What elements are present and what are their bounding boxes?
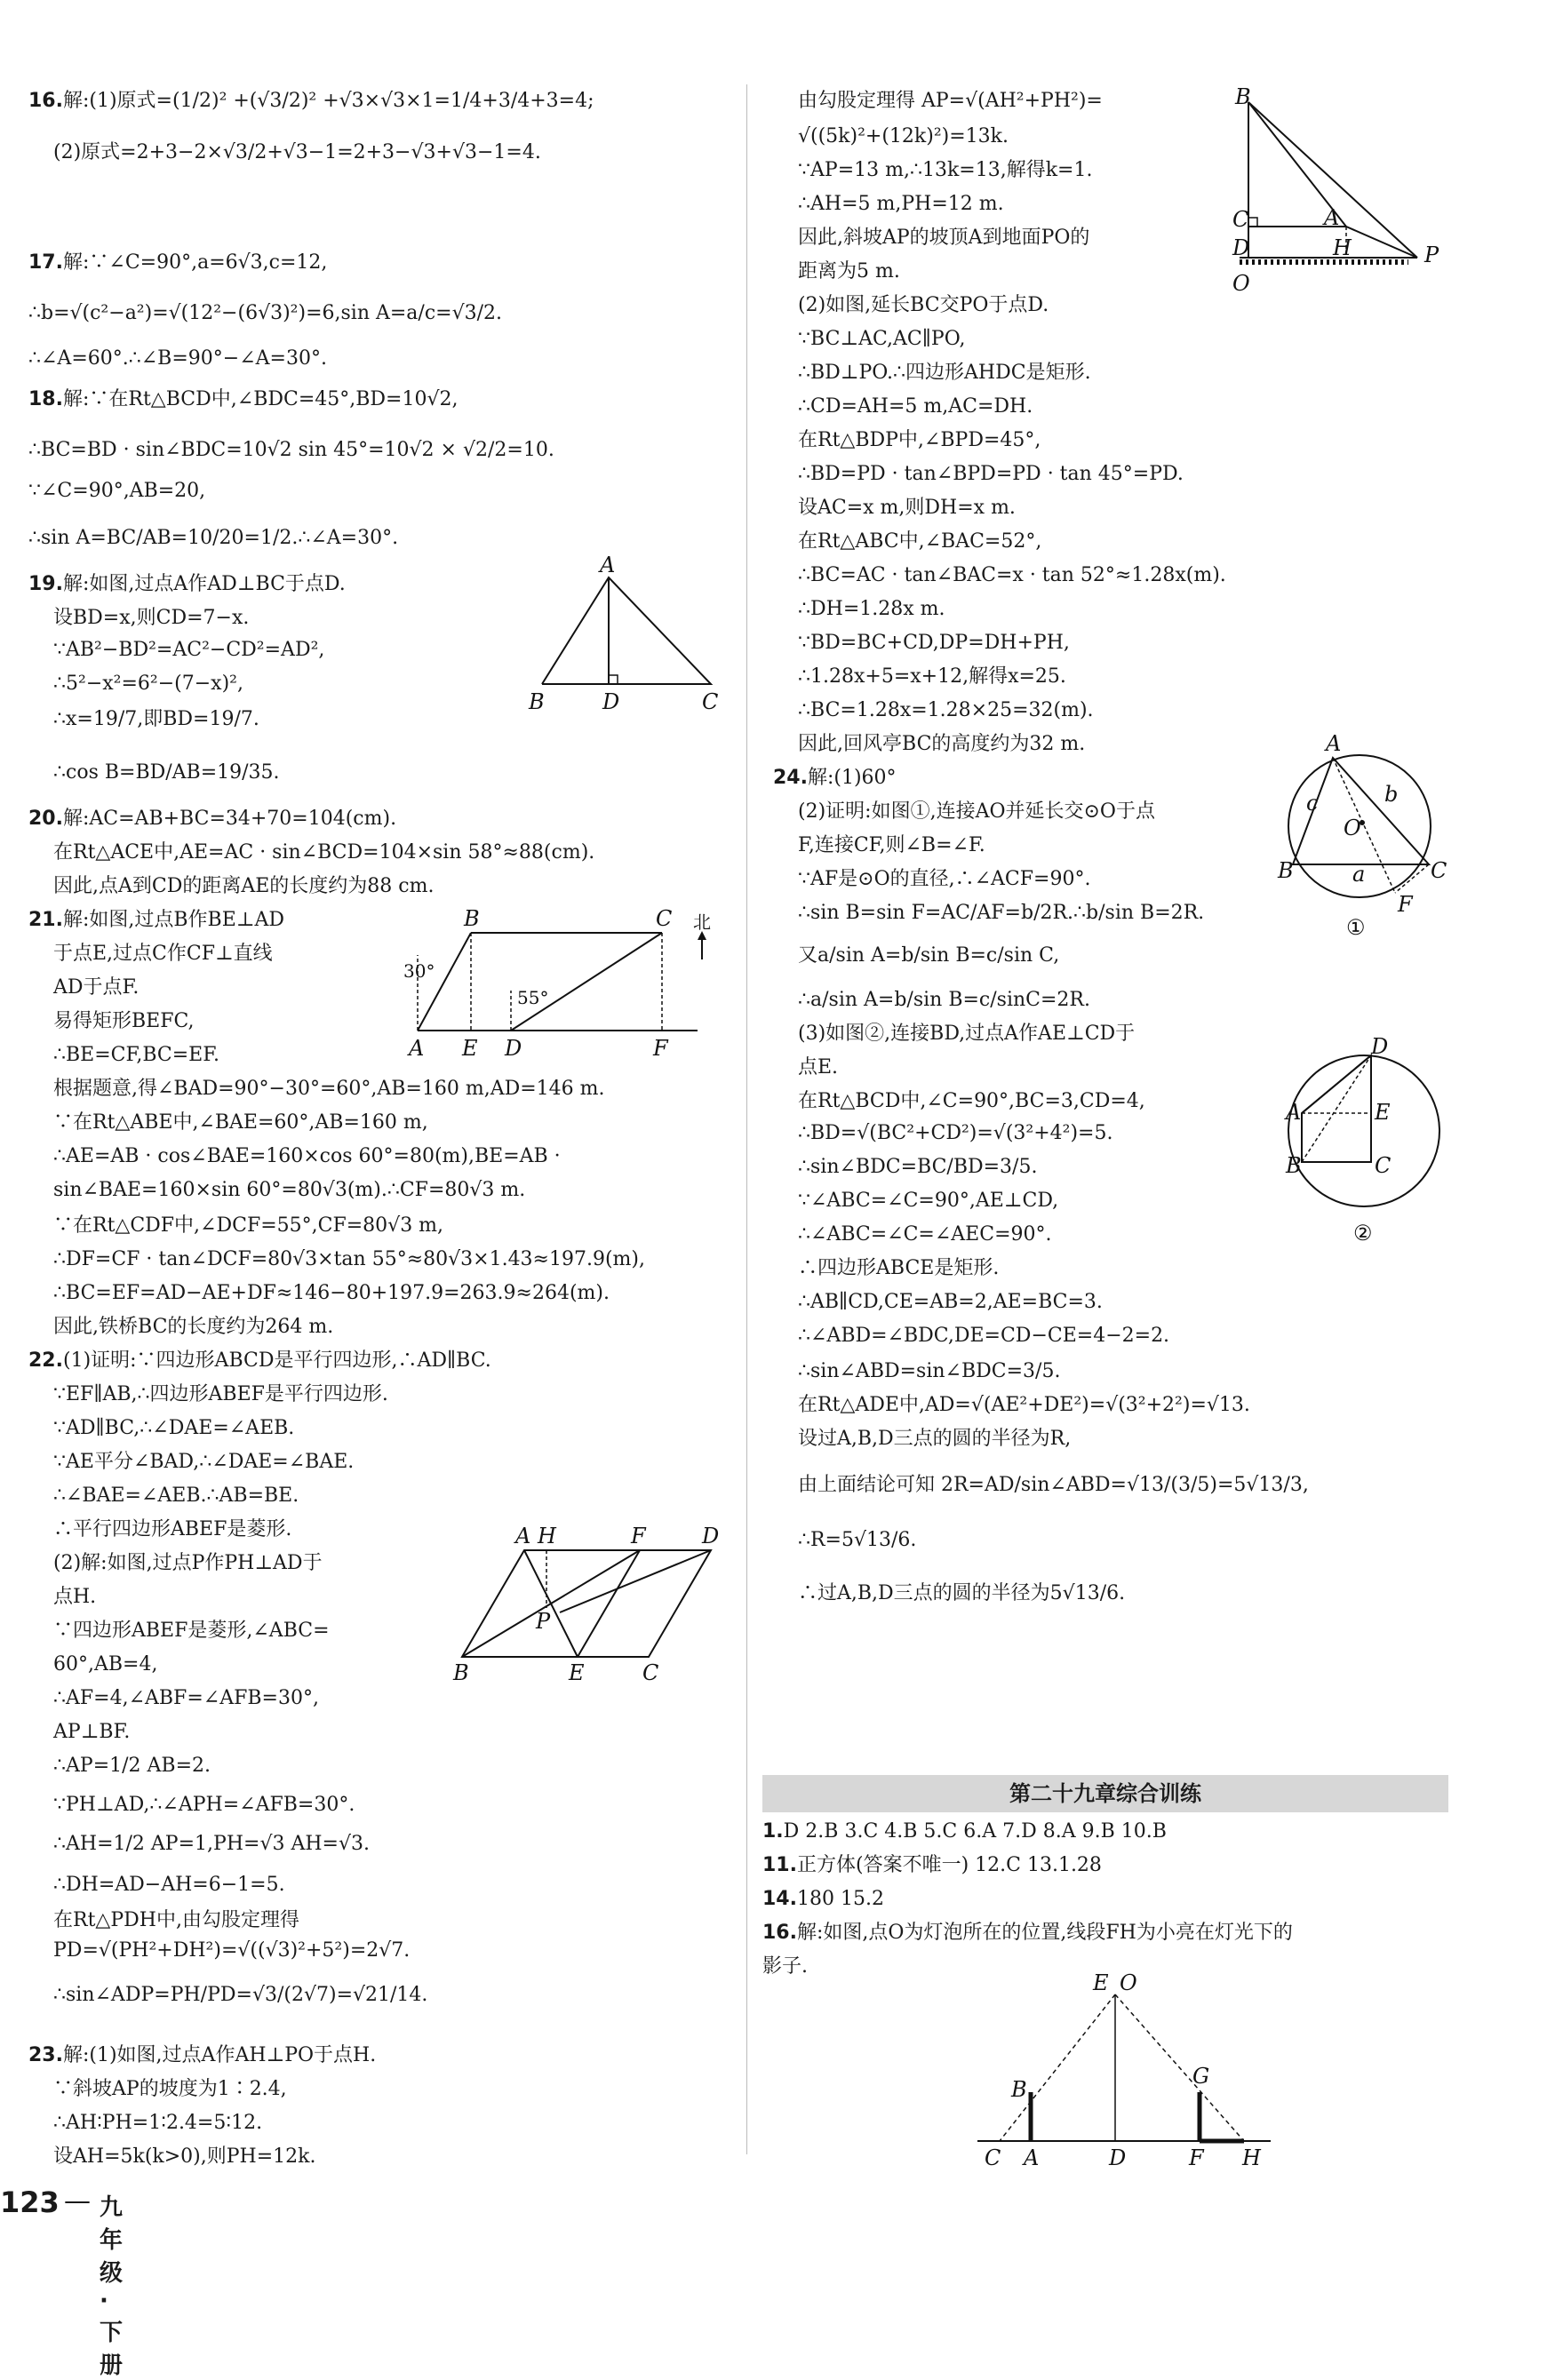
- page-number: 123: [0, 2185, 60, 2219]
- right-line: √((5k)²+(12k)²)=13k.: [798, 125, 1009, 147]
- fig21-label-e: E: [462, 1036, 478, 1061]
- right-line: ∴过A,B,D三点的圆的半径为5√13/6.: [798, 1582, 1126, 1604]
- left-line: ∴AP=1/2 AB=2.: [53, 1755, 211, 1777]
- left-line: 于点E,过点C作CF⊥直线: [53, 943, 273, 965]
- left-line: ∵在Rt△CDF中,∠DCF=55°,CF=80√3 m,: [53, 1214, 444, 1237]
- left-line: ∴∠A=60°.∴∠B=90°−∠A=30°.: [28, 347, 327, 370]
- fig19-label-b: B: [529, 689, 545, 714]
- fig24b-label-c: C: [1375, 1153, 1392, 1178]
- footer-dash: —: [64, 2185, 91, 2217]
- left-line: ∵EF∥AB,∴四边形ABEF是平行四边形.: [53, 1383, 388, 1405]
- left-line: ∵AE平分∠BAD,∴∠DAE=∠BAE.: [53, 1451, 355, 1473]
- left-line: (2)解:如图,过点P作PH⊥AD于: [53, 1552, 323, 1574]
- chapter-line: 16.解:如图,点O为灯泡所在的位置,线段FH为小亮在灯光下的: [762, 1922, 1293, 1944]
- right-line: ∴sin∠ABD=sin∠BDC=3/5.: [798, 1360, 1061, 1382]
- fig21-label-a: A: [409, 1036, 425, 1061]
- right-line: ∴BD=PD · tan∠BPD=PD · tan 45°=PD.: [798, 463, 1184, 485]
- left-line: ∵AB²−BD²=AC²−CD²=AD²,: [53, 639, 325, 661]
- fig23-label-h: H: [1333, 235, 1352, 260]
- left-line: AP⊥BF.: [53, 1721, 131, 1743]
- right-line: 点E.: [798, 1056, 839, 1079]
- right-line: ∴四边形ABCE是矩形.: [798, 1257, 1000, 1279]
- chapter-line: 14.180 15.2: [762, 1888, 884, 1910]
- fig23-label-p: P: [1424, 243, 1439, 267]
- left-line: PD=√(PH²+DH²)=√((√3)²+5²)=2√7.: [53, 1939, 411, 1962]
- right-line: ∴DH=1.28x m.: [798, 598, 945, 620]
- left-line: 60°,AB=4,: [53, 1653, 158, 1676]
- fig24a-label-b-side: b: [1384, 782, 1399, 807]
- left-line: ∴cos B=BD/AB=19/35.: [53, 761, 280, 784]
- left-line: 设AH=5k(k>0),则PH=12k.: [53, 2145, 316, 2168]
- right-line: ∴1.28x+5=x+12,解得x=25.: [798, 665, 1066, 688]
- fig21-label-b: B: [464, 906, 480, 931]
- left-line: 22.(1)证明:∵四边形ABCD是平行四边形,∴AD∥BC.: [28, 1349, 491, 1372]
- fig16-label-a: A: [1024, 2145, 1040, 2170]
- fig16-label-h: H: [1242, 2145, 1261, 2170]
- right-line: 又a/sin A=b/sin B=c/sin C,: [798, 944, 1060, 967]
- left-line: 点H.: [53, 1586, 97, 1608]
- left-line: ∵AD∥BC,∴∠DAE=∠AEB.: [53, 1417, 295, 1439]
- left-line: ∴x=19/7,即BD=19/7.: [53, 708, 259, 730]
- left-line: 在Rt△PDH中,由勾股定理得: [53, 1909, 299, 1931]
- fig22-label-d: D: [702, 1524, 720, 1548]
- fig21-label-c: C: [656, 906, 673, 931]
- chapter-line: 11.正方体(答案不唯一) 12.C 13.1.28: [762, 1854, 1102, 1876]
- figure-22-parallelogram: [449, 1524, 724, 1688]
- fig16-label-d: D: [1109, 2145, 1127, 2170]
- right-line: ∴BC=1.28x=1.28×25=32(m).: [798, 699, 1094, 721]
- fig24a-label-b: B: [1278, 858, 1294, 883]
- left-line: ∵PH⊥AD,∴∠APH=∠AFB=30°.: [53, 1794, 355, 1816]
- left-line: AD于点F.: [53, 976, 140, 999]
- left-line: 因此,点A到CD的距离AE的长度约为88 cm.: [53, 875, 435, 897]
- figure-21-bridge: [400, 906, 729, 1071]
- right-line: ∴CD=AH=5 m,AC=DH.: [798, 395, 1033, 418]
- right-line: 由勾股定理得 AP=√(AH²+PH²)=: [798, 90, 1103, 112]
- right-line: ∵AP=13 m,∴13k=13,解得k=1.: [798, 159, 1093, 181]
- fig21-angle-55: 55°: [517, 987, 549, 1008]
- fig23-label-d: D: [1232, 235, 1250, 260]
- figure-24-circle-1: [1271, 728, 1448, 942]
- right-line: 在Rt△BCD中,∠C=90°,BC=3,CD=4,: [798, 1090, 1145, 1112]
- right-line: 24.解:(1)60°: [773, 767, 897, 789]
- right-line: ∴BC=AC · tan∠BAC=x · tan 52°≈1.28x(m).: [798, 564, 1226, 586]
- left-line: ∵∠C=90°,AB=20,: [28, 480, 206, 502]
- fig21-label-d: D: [505, 1036, 522, 1061]
- right-line: ∴AH=5 m,PH=12 m.: [798, 193, 1004, 215]
- figure-16-lamp-shadow: [969, 1968, 1288, 2172]
- left-line: ∴5²−x²=6²−(7−x)²,: [53, 673, 243, 695]
- fig16-label-g: G: [1192, 2064, 1210, 2089]
- fig24b-label-a: A: [1286, 1100, 1302, 1125]
- left-line: ∴sin A=BC/AB=10/20=1/2.∴∠A=30°.: [28, 527, 399, 549]
- fig24a-label-c: C: [1431, 858, 1447, 883]
- fig16-label-o: O: [1120, 1970, 1137, 1995]
- fig21-north: 北: [693, 911, 711, 933]
- right-line: ∴∠ABC=∠C=∠AEC=90°.: [798, 1223, 1052, 1246]
- fig22-label-p: P: [536, 1609, 551, 1634]
- right-line: ∴BD⊥PO.∴四边形AHDC是矩形.: [798, 362, 1091, 384]
- right-line: 因此,斜坡AP的坡顶A到地面PO的: [798, 227, 1090, 249]
- left-line: ∴AH=1/2 AP=1,PH=√3 AH=√3.: [53, 1833, 370, 1855]
- grade-label: 九年级 · 下册: [100, 2194, 124, 2379]
- right-line: 设AC=x m,则DH=x m.: [798, 497, 1016, 519]
- left-line: ∴b=√(c²−a²)=√(12²−(6√3)²)=6,sin A=a/c=√3/2.: [28, 302, 503, 324]
- left-line: ∴平行四边形ABEF是菱形.: [53, 1518, 292, 1540]
- fig22-label-c: C: [642, 1660, 659, 1685]
- left-line: ∴AH∶PH=1∶2.4=5∶12.: [53, 2112, 263, 2134]
- right-line: ∴sin∠BDC=BC/BD=3/5.: [798, 1156, 1038, 1178]
- right-line: (2)证明:如图①,连接AO并延长交⊙O于点: [798, 800, 1155, 823]
- left-line: ∴sin∠ADP=PH/PD=√3/(2√7)=√21/14.: [53, 1984, 428, 2006]
- left-line: ∴DH=AD−AH=6−1=5.: [53, 1874, 285, 1896]
- fig19-label-d: D: [602, 689, 620, 714]
- left-line: 20.解:AC=AB+BC=34+70=104(cm).: [28, 808, 397, 830]
- fig24b-label-d: D: [1371, 1034, 1389, 1059]
- left-line: 在Rt△ACE中,AE=AC · sin∠BCD=104×sin 58°≈88(cm).: [53, 841, 595, 864]
- fig22-label-f: F: [631, 1524, 646, 1548]
- left-line: ∴DF=CF · tan∠DCF=80√3×tan 55°≈80√3×1.43≈197.9(m),: [53, 1248, 645, 1270]
- fig24a-label-a: A: [1326, 731, 1342, 756]
- left-line: 19.解:如图,过点A作AD⊥BC于点D.: [28, 573, 346, 595]
- left-line: 16.解:(1)原式=(1/2)² +(√3/2)² +√3×√3×1=1/4+3/4+3=4;: [28, 90, 594, 112]
- right-line: F,连接CF,则∠B=∠F.: [798, 834, 985, 856]
- left-line: ∴BC=EF=AD−AE+DF≈146−80+197.9=263.9≈264(m).: [53, 1282, 610, 1304]
- left-line: ∵在Rt△ABE中,∠BAE=60°,AB=160 m,: [53, 1111, 428, 1134]
- fig23-label-o: O: [1232, 271, 1250, 296]
- left-line: ∵四边形ABEF是菱形,∠ABC=: [53, 1620, 330, 1642]
- right-line: ∴BD=√(BC²+CD²)=√(3²+4²)=5.: [798, 1122, 1113, 1144]
- right-line: 在Rt△ADE中,AD=√(AE²+DE²)=√(3²+2²)=√13.: [798, 1394, 1250, 1416]
- right-line: 由上面结论可知 2R=AD/sin∠ABD=√13/(3/5)=5√13/3,: [798, 1474, 1309, 1496]
- left-line: ∴AE=AB · cos∠BAE=160×cos 60°=80(m),BE=AB ·: [53, 1145, 561, 1167]
- right-line: ∵∠ABC=∠C=90°,AE⊥CD,: [798, 1190, 1059, 1212]
- right-line: 在Rt△ABC中,∠BAC=52°,: [798, 530, 1042, 553]
- left-line: 易得矩形BEFC,: [53, 1010, 195, 1032]
- fig24a-label-a-side: a: [1352, 862, 1366, 887]
- right-line: 在Rt△BDP中,∠BPD=45°,: [798, 429, 1041, 451]
- right-line: ∴a/sin A=b/sin B=c/sinC=2R.: [798, 989, 1090, 1011]
- fig16-label-e: E: [1093, 1970, 1109, 1995]
- left-line: 17.解:∵∠C=90°,a=6√3,c=12,: [28, 251, 328, 274]
- fig21-label-f: F: [653, 1036, 668, 1061]
- right-line: ∵AF是⊙O的直径,∴∠ACF=90°.: [798, 868, 1091, 890]
- right-line: 因此,回风亭BC的高度约为32 m.: [798, 733, 1086, 755]
- chapter-line: 1.D 2.B 3.C 4.B 5.C 6.A 7.D 8.A 9.B 10.B: [762, 1820, 1167, 1843]
- left-line: 18.解:∵在Rt△BCD中,∠BDC=45°,BD=10√2,: [28, 388, 459, 410]
- left-line: (2)原式=2+3−2×√3/2+√3−1=2+3−√3+√3−1=4.: [53, 141, 541, 163]
- right-line: ∴∠ABD=∠BDC,DE=CD−CE=4−2=2.: [798, 1325, 1170, 1347]
- chapter-heading-bar: [762, 1775, 1448, 1812]
- fig22-label-a: A: [515, 1524, 531, 1548]
- left-line: 21.解:如图,过点B作BE⊥AD: [28, 909, 284, 931]
- right-line: (2)如图,延长BC交PO于点D.: [798, 294, 1049, 316]
- left-line: ∴BE=CF,BC=EF.: [53, 1044, 220, 1066]
- left-line: sin∠BAE=160×sin 60°=80√3(m).∴CF=80√3 m.: [53, 1179, 526, 1201]
- fig16-label-f: F: [1189, 2145, 1204, 2170]
- right-line: ∴sin B=sin F=AC/AF=b/2R.∴b/sin B=2R.: [798, 902, 1205, 924]
- right-line: 设过A,B,D三点的圆的半径为R,: [798, 1428, 1072, 1450]
- fig23-label-c: C: [1232, 207, 1249, 232]
- right-line: ∵BD=BC+CD,DP=DH+PH,: [798, 632, 1070, 654]
- fig23-label-a: A: [1324, 205, 1340, 230]
- fig24a-label-o: O: [1344, 816, 1361, 840]
- chapter-heading: 第二十九章综合训练: [1009, 1781, 1201, 1806]
- figure-19-triangle: [524, 553, 729, 720]
- right-line: ∴AB∥CD,CE=AB=2,AE=BC=3.: [798, 1291, 1103, 1313]
- chapter-line: 影子.: [762, 1955, 808, 1978]
- left-line: ∵斜坡AP的坡度为1∶2.4,: [53, 2078, 287, 2100]
- figure-23-slope: [1222, 84, 1453, 306]
- fig22-label-e: E: [569, 1660, 585, 1685]
- fig24a-label-circled-1: ①: [1346, 915, 1366, 940]
- left-line: 设BD=x,则CD=7−x.: [53, 607, 250, 629]
- left-line: 根据题意,得∠BAD=90°−30°=60°,AB=160 m,AD=146 m.: [53, 1078, 605, 1100]
- right-line: ∴R=5√13/6.: [798, 1529, 917, 1551]
- right-line: ∵BC⊥AC,AC∥PO,: [798, 328, 966, 350]
- fig16-label-b: B: [1011, 2077, 1027, 2102]
- left-line: 因此,铁桥BC的长度约为264 m.: [53, 1316, 334, 1338]
- fig23-label-b: B: [1235, 84, 1251, 109]
- left-line: ∴AF=4,∠ABF=∠AFB=30°,: [53, 1687, 319, 1709]
- fig16-label-c: C: [985, 2145, 1001, 2170]
- figure-24-circle-2: [1275, 1034, 1453, 1251]
- left-line: ∴BC=BD · sin∠BDC=10√2 sin 45°=10√2 × √2/2=10.: [28, 439, 554, 461]
- fig21-angle-30: 30°: [403, 960, 435, 982]
- fig24a-label-f: F: [1398, 892, 1413, 917]
- left-line: 23.解:(1)如图,过点A作AH⊥PO于点H.: [28, 2044, 377, 2066]
- fig24b-label-b: B: [1286, 1153, 1302, 1178]
- fig24a-label-c-side: c: [1306, 791, 1319, 816]
- fig19-label-c: C: [702, 689, 719, 714]
- fig22-label-h: H: [538, 1524, 556, 1548]
- column-divider: [746, 84, 747, 2154]
- fig24b-label-e: E: [1375, 1100, 1391, 1125]
- fig24b-label-circled-2: ②: [1353, 1221, 1373, 1246]
- fig22-label-b: B: [453, 1660, 469, 1685]
- right-line: 距离为5 m.: [798, 260, 900, 283]
- right-line: (3)如图②,连接BD,过点A作AE⊥CD于: [798, 1023, 1136, 1045]
- fig19-label-a: A: [600, 553, 616, 577]
- left-line: ∴∠BAE=∠AEB.∴AB=BE.: [53, 1485, 299, 1507]
